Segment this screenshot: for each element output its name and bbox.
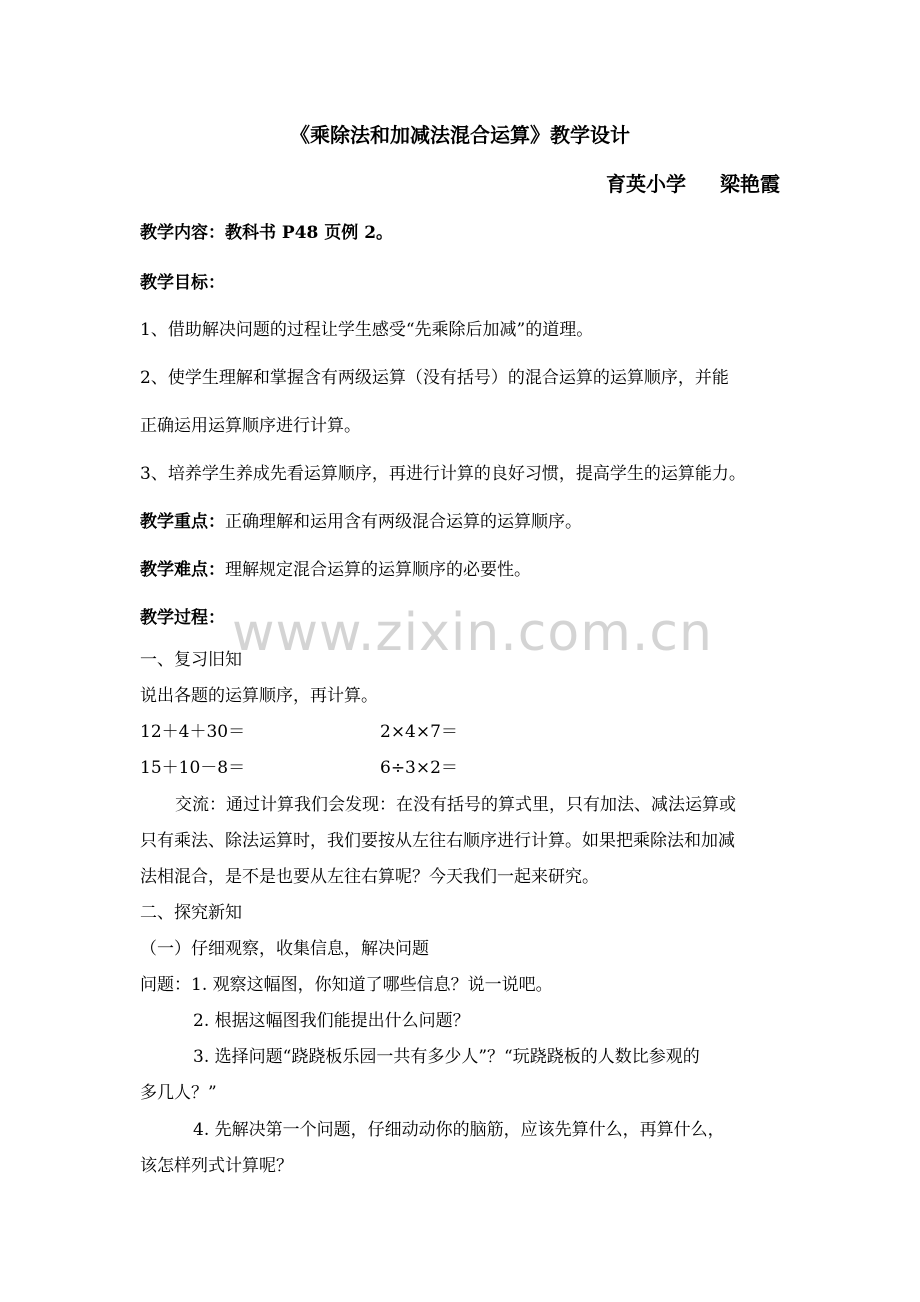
exercise-item: 12＋4＋30＝ bbox=[140, 722, 246, 742]
content-label: 教学内容： bbox=[140, 223, 225, 243]
difficulty-text: 理解规定混合运算的运算顺序的必要性。 bbox=[225, 560, 531, 580]
section-review: 一、复习旧知 bbox=[140, 650, 242, 670]
author-line bbox=[606, 174, 780, 194]
school-name: 育英小学 bbox=[606, 172, 686, 196]
key-label: 教学重点： bbox=[140, 512, 225, 532]
teacher-name: 梁艳霞 bbox=[720, 172, 780, 196]
question-1: 问题：1. 观察这幅图，你知道了哪些信息？说一说吧。 bbox=[140, 975, 553, 995]
teaching-content bbox=[140, 223, 393, 243]
watermark: www.zixin.com.cn bbox=[232, 603, 713, 663]
difficulty-point bbox=[140, 560, 531, 580]
goal-1: 1、借助解决问题的过程让学生感受“先乘除后加减”的道理。 bbox=[140, 320, 594, 340]
subsection-observe: （一）仔细观察，收集信息，解决问题 bbox=[140, 939, 429, 959]
goal-3: 3、培养学生养成先看运算顺序，再进行计算的良好习惯，提高学生的运算能力。 bbox=[140, 464, 746, 484]
goal-2-line-1: 2、使学生理解和掌握含有两级运算（没有括号）的混合运算的运算顺序，并能 bbox=[140, 368, 729, 388]
review-prompt: 说出各题的运算顺序，再计算。 bbox=[140, 686, 378, 706]
exercise-row bbox=[140, 758, 458, 778]
question-3-line-1: 3. 选择问题“跷跷板乐园一共有多少人”？“玩跷跷板的人数比参观的 bbox=[193, 1047, 700, 1067]
exercise-item: 6÷3×2＝ bbox=[380, 758, 458, 778]
goal-2-line-2: 正确运用运算顺序进行计算。 bbox=[140, 416, 361, 436]
question-4-line-1: 4. 先解决第一个问题，仔细动动你的脑筋，应该先算什么，再算什么， bbox=[193, 1120, 725, 1140]
exercise-item: 2×4×7＝ bbox=[380, 722, 458, 742]
goals-heading: 教学目标： bbox=[140, 273, 225, 293]
difficulty-label: 教学难点： bbox=[140, 560, 225, 580]
exchange-line-1: 交流：通过计算我们会发现：在没有括号的算式里，只有加法、减法运算或 bbox=[175, 795, 736, 815]
exercise-item: 15＋10－8＝ bbox=[140, 758, 246, 778]
process-heading: 教学过程： bbox=[140, 608, 225, 628]
key-text: 正确理解和运用含有两级混合运算的运算顺序。 bbox=[225, 512, 582, 532]
exchange-line-2: 只有乘法、除法运算时，我们要按从左往右顺序进行计算。如果把乘除法和加减 bbox=[140, 831, 735, 851]
question-4-line-2: 该怎样列式计算呢？ bbox=[140, 1156, 293, 1176]
exchange-line-3: 法相混合，是不是也要从左往右算呢？今天我们一起来研究。 bbox=[140, 867, 599, 887]
question-3-line-2: 多几人？” bbox=[140, 1083, 217, 1103]
content-text: 教科书 P48 页例 2。 bbox=[225, 223, 394, 243]
question-2: 2. 根据这幅图我们能提出什么问题？ bbox=[193, 1011, 470, 1031]
section-explore: 二、探究新知 bbox=[140, 903, 242, 923]
exercise-row bbox=[140, 722, 458, 742]
key-point bbox=[140, 512, 582, 532]
document-title: 《乘除法和加减法混合运算》教学设计 bbox=[290, 123, 630, 147]
